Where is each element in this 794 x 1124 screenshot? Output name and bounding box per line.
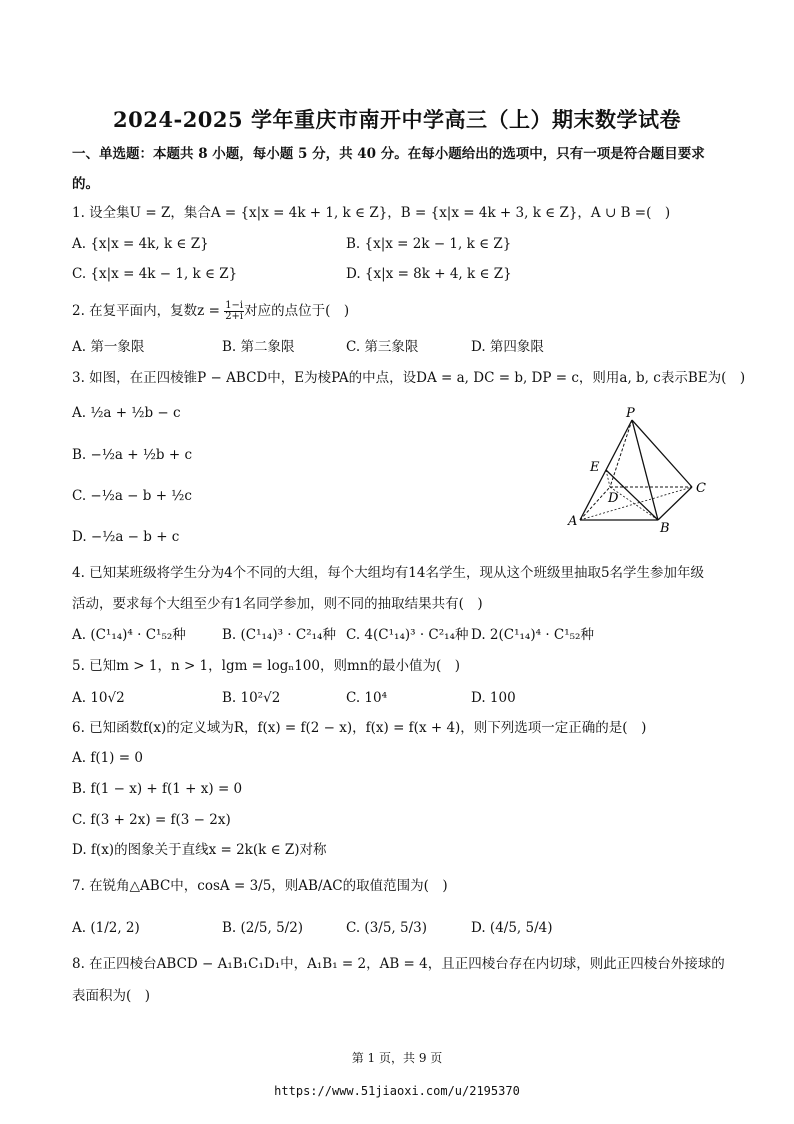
question-8-stem-line1: 8. 在正四棱台ABCD − A₁B₁C₁D₁中，A₁B₁ = 2，AB = 4，且正四棱台存在内切球，则此正四棱台外接球的 <box>72 956 725 972</box>
label-c: C <box>696 481 706 496</box>
question-1-option-b: B. {x|x = 2k − 1, k ∈ Z} <box>346 236 512 252</box>
fraction-denominator: 2+i <box>225 311 244 322</box>
question-4-option-c: C. 4(C¹₁₄)³ · C²₁₄种 <box>346 627 469 643</box>
question-3-stem: 3. 如图，在正四棱锥P − ABCD中，E为棱PA的中点，设DA = a, DC = b, DP = c，则用a, b, c表示BE为( ) <box>72 370 746 386</box>
question-2-stem-pre: 2. 在复平面内，复数z = <box>72 303 225 319</box>
question-7-option-b: B. (2/5, 5/2) <box>222 920 304 936</box>
question-5-option-a: A. 10√2 <box>72 690 125 706</box>
question-7-option-c: C. (3/5, 5/3) <box>346 920 427 936</box>
question-3-option-d: D. −½a − b + c <box>72 529 180 545</box>
section-heading: 一、单选题：本题共 8 小题，每小题 5 分，共 40 分。在每小题给出的选项中，只有一项是符合题目要求 <box>72 146 705 162</box>
question-7-option-a: A. (1/2, 2) <box>72 920 140 936</box>
question-4-option-a: A. (C¹₁₄)⁴ · C¹₅₂种 <box>72 627 186 643</box>
question-1-option-d: D. {x|x = 8k + 4, k ∈ Z} <box>346 266 512 282</box>
label-d: D <box>608 491 619 506</box>
question-8-stem-line2: 表面积为( ) <box>72 988 151 1004</box>
question-2-option-b: B. 第二象限 <box>222 339 295 355</box>
section-heading-cont: 的。 <box>72 176 99 192</box>
question-4-option-b: B. (C¹₁₄)³ · C²₁₄种 <box>222 627 336 643</box>
question-6-option-d: D. f(x)的图象关于直线x = 2k(k ∈ Z)对称 <box>72 842 327 858</box>
pyramid-figure <box>560 405 720 535</box>
edge-bc <box>658 487 692 520</box>
label-b: B <box>660 521 670 535</box>
page-footer: 第 1 页，共 9 页 <box>351 1051 443 1065</box>
question-5-option-b: B. 10²√2 <box>222 690 281 706</box>
question-2-stem-post: 对应的点位于( ) <box>244 303 350 319</box>
label-p: P <box>626 406 635 421</box>
question-6-option-c: C. f(3 + 2x) = f(3 − 2x) <box>72 812 231 828</box>
question-1-option-c: C. {x|x = 4k − 1, k ∈ Z} <box>72 266 238 282</box>
question-4-stem-line2: 活动，要求每个大组至少有1名同学参加，则不同的抽取结果共有( ) <box>72 596 483 612</box>
question-6-stem: 6. 已知函数f(x)的定义域为R，f(x) = f(2 − x)，f(x) = f(x + 4)，则下列选项一定正确的是( ) <box>72 720 647 736</box>
question-2-option-c: C. 第三象限 <box>346 339 419 355</box>
source-url[interactable]: https://www.51jiaoxi.com/u/2195370 <box>274 1084 520 1098</box>
question-3-option-a: A. ½a + ½b − c <box>72 405 181 421</box>
question-5-option-c: C. 10⁴ <box>346 690 388 706</box>
question-6-option-a: A. f(1) = 0 <box>72 750 143 766</box>
question-1-option-a: A. {x|x = 4k, k ∈ Z} <box>72 236 209 252</box>
question-1-stem: 1. 设全集U = Z，集合A = {x|x = 4k + 1, k ∈ Z}，B = {x|x = 4k + 3, k ∈ Z}，A ∪ B =( ) <box>72 205 671 221</box>
fraction-numerator: 1−i <box>225 300 244 311</box>
question-5-option-d: D. 100 <box>471 690 516 706</box>
question-2-option-a: A. 第一象限 <box>72 339 145 355</box>
question-4-stem-line1: 4. 已知某班级将学生分为4个不同的大组，每个大组均有14名学生，现从这个班级里抽取5名学生参加年级 <box>72 565 705 581</box>
question-5-stem: 5. 已知m > 1，n > 1，lgm = logₙ100，则mn的最小值为( ) <box>72 658 461 674</box>
question-3-option-b: B. −½a + ½b + c <box>72 447 193 463</box>
question-2-fraction <box>224 301 244 322</box>
question-7-option-d: D. (4/5, 5/4) <box>471 920 553 936</box>
label-a: A <box>568 514 578 529</box>
question-3-option-c: C. −½a − b + ½c <box>72 488 192 504</box>
question-7-stem: 7. 在锐角△ABC中，cosA = 3/5，则AB/AC的取值范围为( ) <box>72 878 448 894</box>
question-2-option-d: D. 第四象限 <box>471 339 544 355</box>
question-4-option-d: D. 2(C¹₁₄)⁴ · C¹₅₂种 <box>471 627 594 643</box>
page-title: 2024-2025 学年重庆市南开中学高三（上）期末数学试卷 <box>113 107 681 132</box>
label-e: E <box>590 460 600 475</box>
question-6-option-b: B. f(1 − x) + f(1 + x) = 0 <box>72 781 243 797</box>
question-2-stem <box>72 301 349 322</box>
